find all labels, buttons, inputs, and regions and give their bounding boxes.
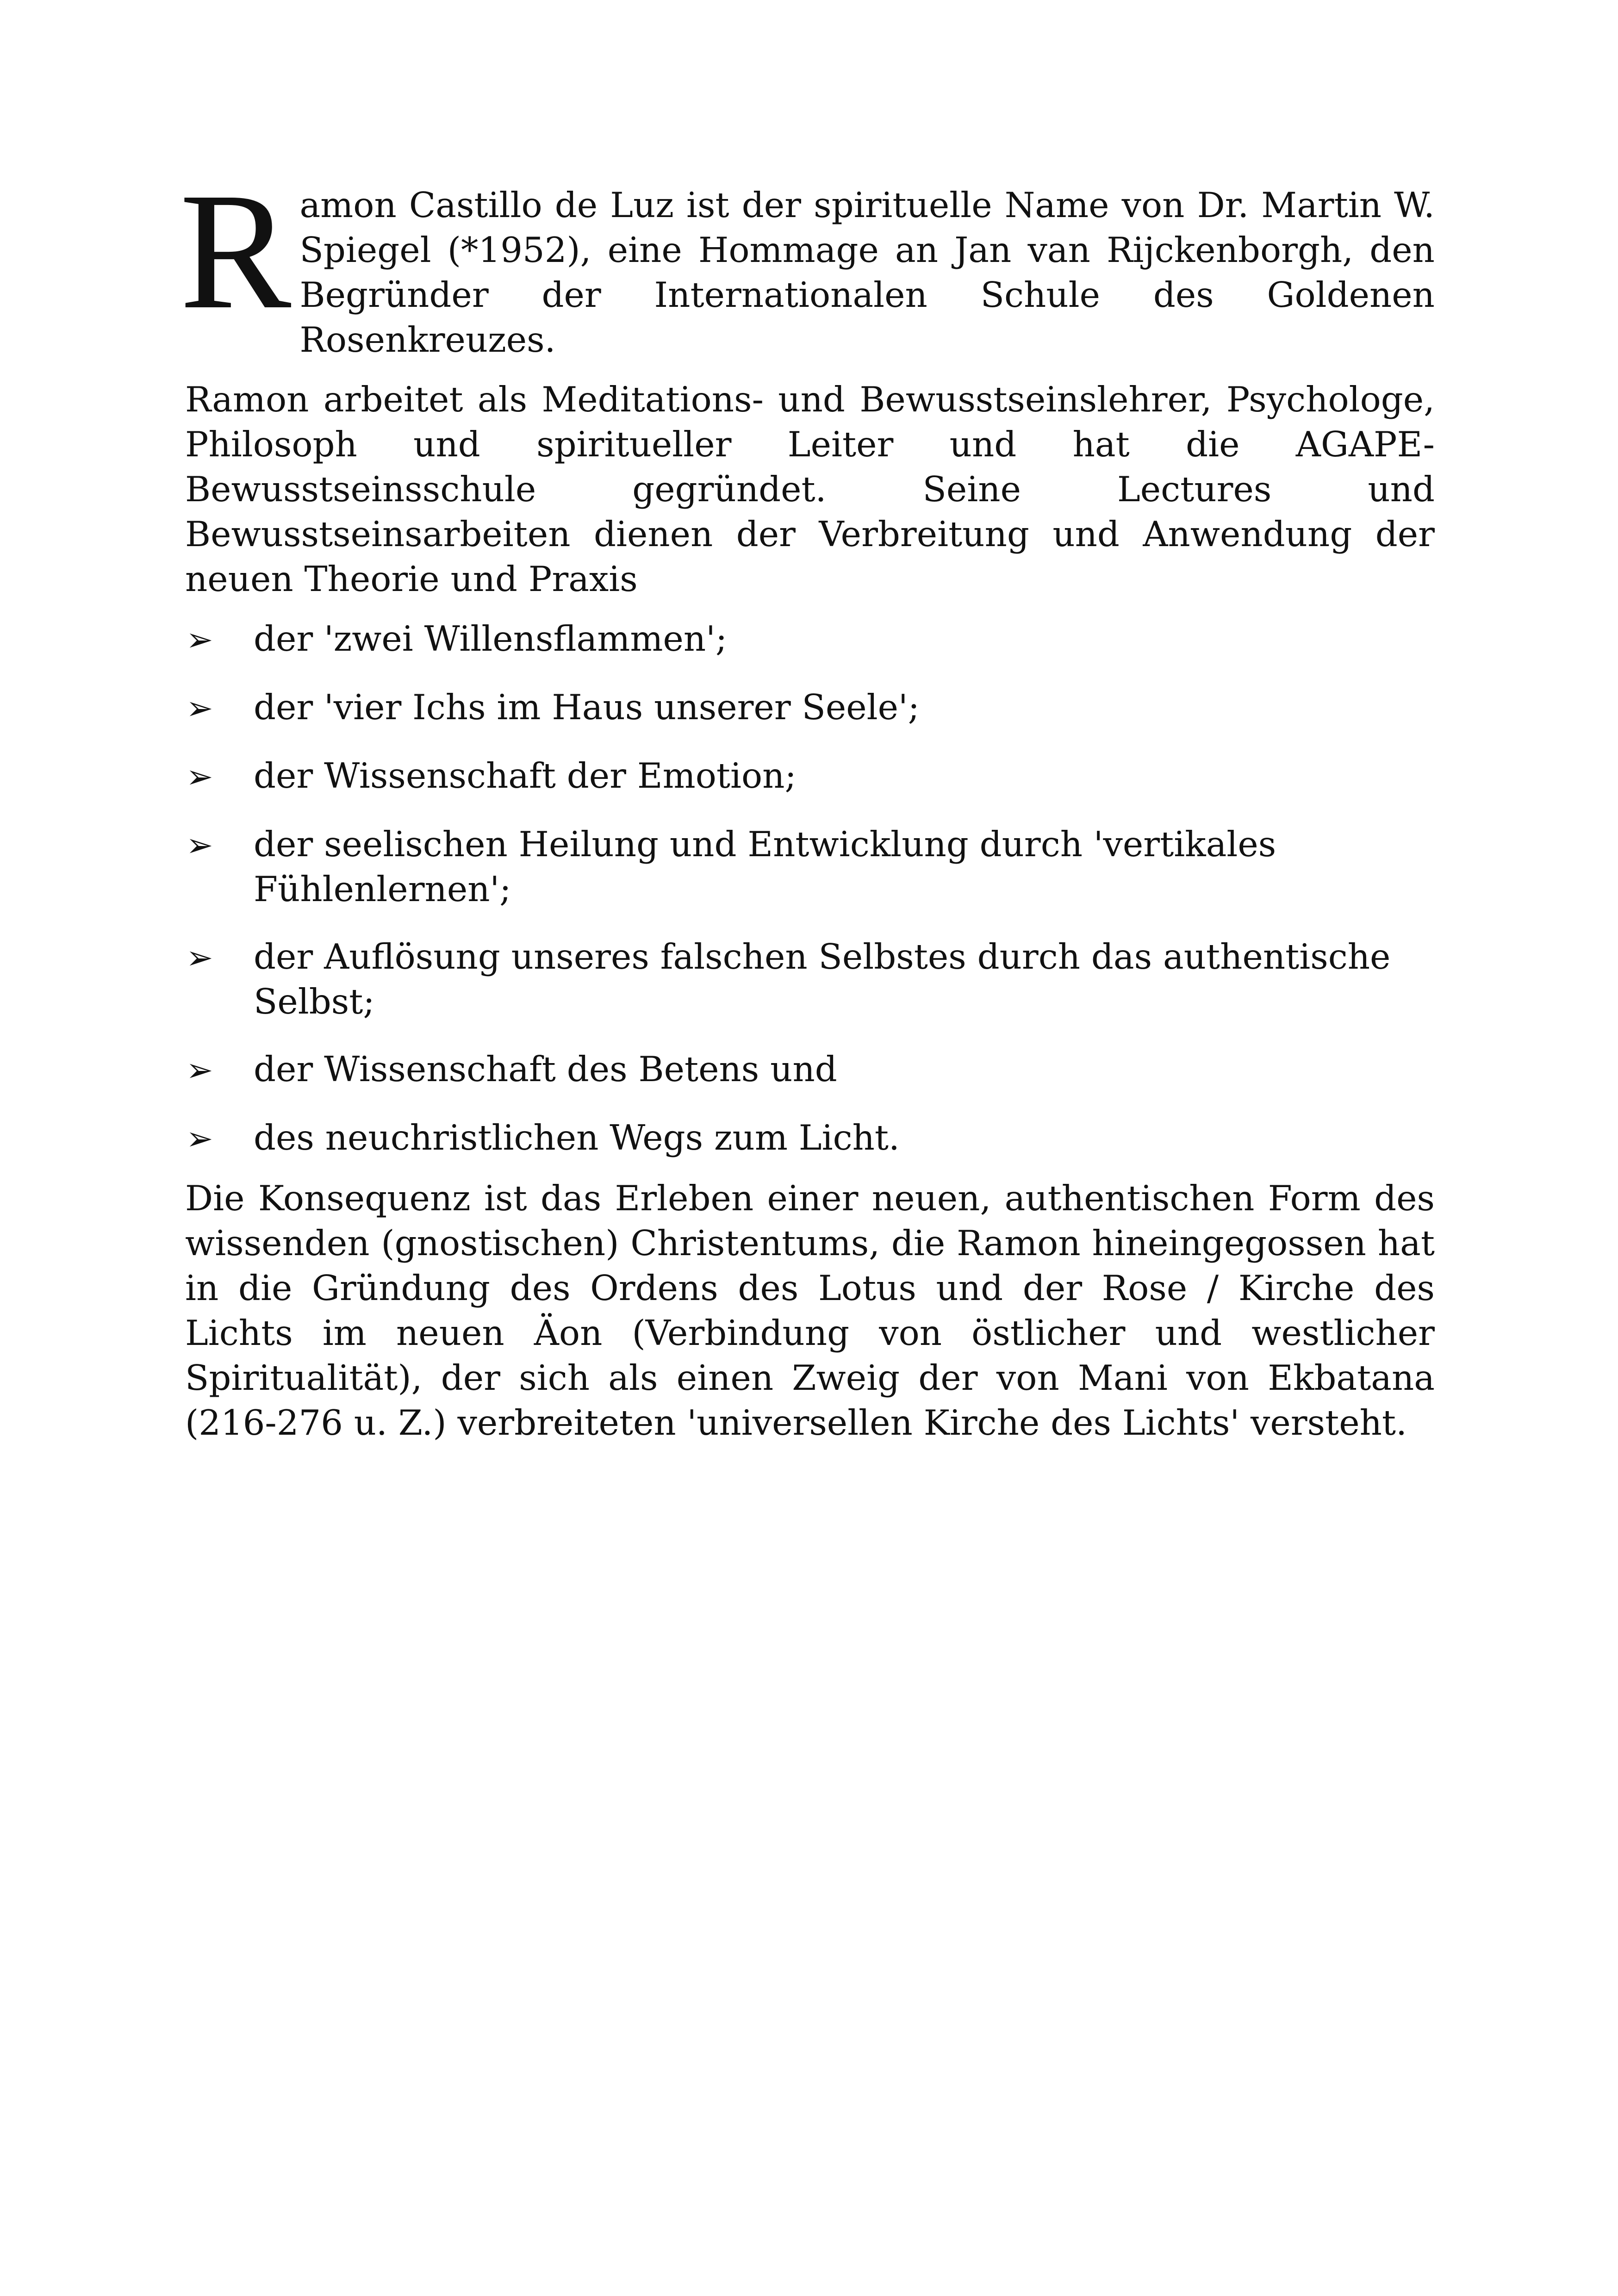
list-item-text: der Wissenschaft des Betens und	[254, 1049, 837, 1089]
intro-text: amon Castillo de Luz ist der spirituelle Name von Dr. Martin W. Spiegel (*1952), eine Hommage an Jan van Rijckenborgh, den Begründer der Internationalen Schule des Goldenen Rosenkreuzes.	[299, 185, 1435, 360]
list-item	[185, 1047, 1435, 1093]
body-paragraph: Ramon arbeitet als Meditations- und Bewusstseinslehrer, Psychologe, Philosoph und spiritueller Leiter und hat die AGAPE-Bewusstseinsschule gegründet. Seine Lectures und Bewusstseinsarbeiten dienen der Verbreitung und Anwendung der neuen Theorie und Praxis	[185, 379, 1435, 599]
intro-paragraph	[180, 158, 1435, 362]
closing-paragraph: Die Konsequenz ist das Erleben einer neuen, authentischen Form des wissenden (gnostischen) Christentums, die Ramon hineingegossen hat in die Gründung des Ordens des Lotus und der Rose / Kirche des Lichts im neuen Äon (Verbindung von östlicher und westlicher Spiritualität), der sich als einen Zweig der von Mani von Ekbatana (216-276 u. Z.) verbreiteten 'universellen Kirche des Lichts' versteht.	[185, 1178, 1435, 1443]
list-item	[185, 934, 1435, 1024]
list-item-text: der Wissenschaft der Emotion;	[254, 755, 797, 796]
arrowhead-bullet-icon: ➢	[186, 758, 213, 796]
list-item	[185, 616, 1435, 662]
list-item-text: der Auflösung unseres falschen Selbstes durch das authentische Selbst;	[254, 936, 1391, 1022]
list-item	[185, 822, 1435, 912]
arrowhead-bullet-icon: ➢	[186, 1051, 213, 1089]
bullet-list	[185, 616, 1435, 1161]
list-item-text: der 'vier Ichs im Haus unserer Seele';	[254, 687, 920, 728]
drop-cap: R	[180, 158, 292, 344]
document-page	[180, 158, 1435, 1445]
arrowhead-bullet-icon: ➢	[186, 1120, 213, 1157]
arrowhead-bullet-icon: ➢	[186, 826, 213, 864]
list-item-text: der seelischen Heilung und Entwicklung durch 'vertikales Fühlenlernen';	[254, 824, 1276, 909]
arrowhead-bullet-icon: ➢	[186, 939, 213, 977]
list-item	[185, 753, 1435, 799]
arrowhead-bullet-icon: ➢	[186, 689, 213, 727]
list-item-text: des neuchristlichen Wegs zum Licht.	[254, 1117, 900, 1158]
arrowhead-bullet-icon: ➢	[186, 621, 213, 659]
list-item	[185, 685, 1435, 731]
list-item	[185, 1115, 1435, 1161]
list-item-text: der 'zwei Willensflammen';	[254, 618, 728, 659]
